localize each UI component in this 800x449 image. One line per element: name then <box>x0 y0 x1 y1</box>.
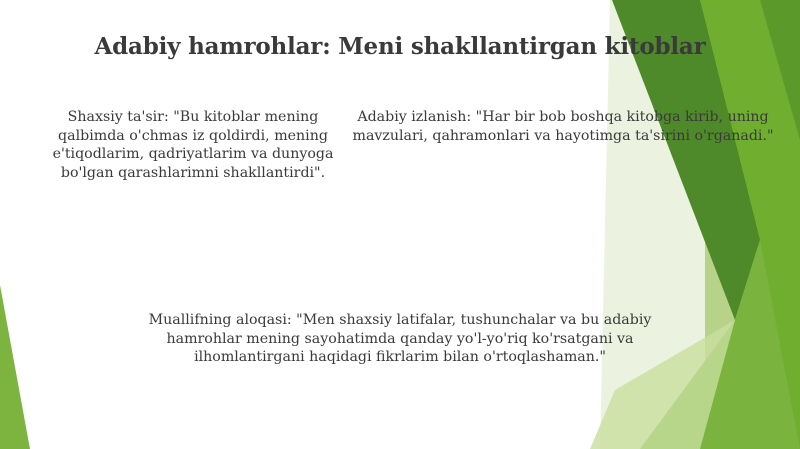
literary-exploration-text: Adabiy izlanish: "Har bir bob boshqa kitobga kirib, uning mavzulari, qahramonlari va hayotimga ta'sirini o'rganadi." <box>352 109 774 144</box>
author-connection-text: Muallifning aloqasi: "Men shaxsiy latifalar, tushunchalar va bu adabiy hamrohlar mening sayohatimda qanday yo'l-yo'riq ko'rsatgani va ilhomlantirgani haqidagi fikrlarim bilan o'rtoqlashaman." <box>148 312 652 365</box>
slide-title: Adabiy hamrohlar: Meni shakllantirgan kitoblar <box>94 33 706 60</box>
left-green-sliver <box>0 285 30 449</box>
personal-impact-text: Shaxsiy ta'sir: "Bu kitoblar mening qalbimda o'chmas iz qoldirdi, mening e'tiqodlarim, qadriyatlarim va dunyoga bo'lgan qarashlarimni shakllantirdi". <box>52 109 334 181</box>
